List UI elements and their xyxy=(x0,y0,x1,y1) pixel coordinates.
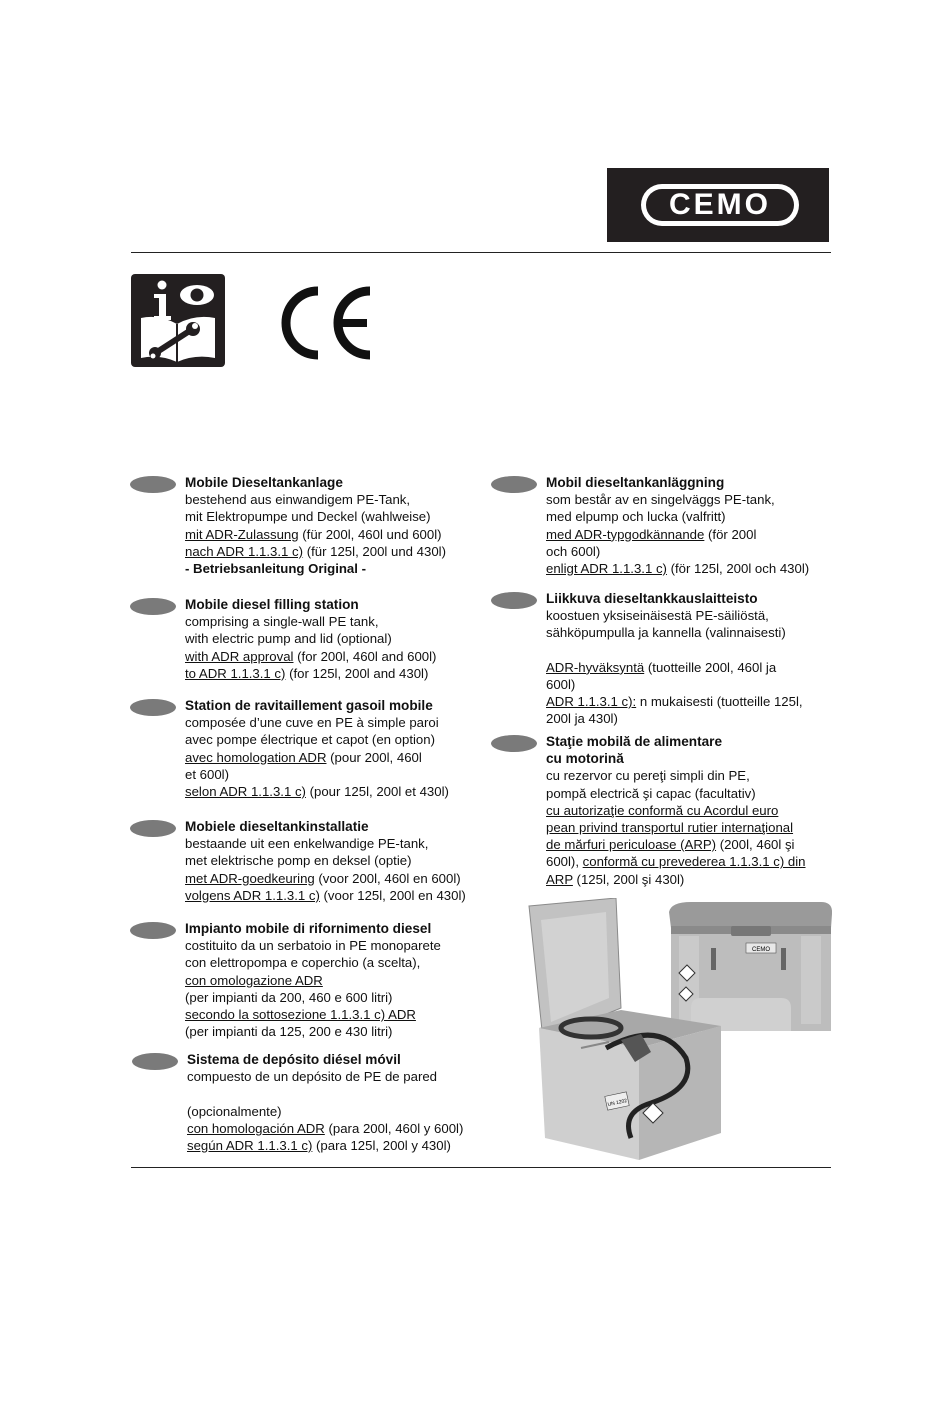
text-line: (opcionalmente) xyxy=(187,1103,282,1119)
underlined-text: ARP xyxy=(546,871,573,887)
bullet-dot xyxy=(130,476,176,493)
info-manual-wrench-icon xyxy=(131,274,225,367)
underlined-text: con omologazione ADR xyxy=(185,972,323,988)
bullet-dot xyxy=(130,598,176,615)
block-romanian xyxy=(546,733,806,888)
underlined-text: con homologación ADR xyxy=(187,1120,325,1136)
top-rule xyxy=(131,252,831,253)
underlined-text: to ADR 1.1.3.1 c) xyxy=(185,665,286,681)
text-line: composée d’une cuve en PE à simple paroi xyxy=(185,715,439,731)
text-line: (125l, 200l şi 430l) xyxy=(572,871,685,887)
text-line: (para 125l, 200l y 430l) xyxy=(312,1138,451,1153)
text-line: (för 125l, 200l och 430l) xyxy=(666,561,810,577)
underlined-text: según ADR 1.1.3.1 c) xyxy=(187,1138,313,1153)
text-line: con elettropompa e coperchio (a scelta), xyxy=(185,955,421,971)
block-italian xyxy=(185,920,441,1040)
text-line: et 600l) xyxy=(185,766,229,782)
text-line: 200l ja 430l) xyxy=(546,711,618,727)
text-line: (per impianti da 200, 460 e 600 litri) xyxy=(185,989,393,1005)
cemo-logo xyxy=(607,168,829,242)
text-line: (för 200l xyxy=(704,526,757,542)
text-line: (for 200l, 460l and 600l) xyxy=(293,648,437,664)
block-swedish xyxy=(546,474,809,577)
text-line: (para 200l, 460l y 600l) xyxy=(324,1120,464,1136)
romanian-title: Staţie mobilă de alimentare xyxy=(546,734,723,749)
product-photo xyxy=(521,898,832,1165)
underlined-text: ADR-hyväksyntä xyxy=(546,659,645,675)
bullet-dot xyxy=(130,922,176,939)
underlined-text: nach ADR 1.1.3.1 c) xyxy=(185,543,304,559)
text-line: (200l, 460l şi xyxy=(716,837,795,853)
romanian-title-line2: cu motorină xyxy=(546,751,624,767)
tank-label: CEMO xyxy=(752,947,770,953)
underlined-text: de mărfuri periculoase (ARP) xyxy=(546,837,717,853)
underlined-text: met ADR-goedkeuring xyxy=(185,870,315,886)
bullet-dot xyxy=(491,592,537,609)
english-title: Mobile diesel filling station xyxy=(185,597,359,612)
bullet-dot xyxy=(132,1053,178,1070)
text-line: med elpump och lucka (valfritt) xyxy=(546,509,726,525)
text-line: och 600l) xyxy=(546,543,601,559)
text-line: (voor 200l, 460l en 600l) xyxy=(314,870,461,886)
text-line: cu rezervor cu pereţi simpli din PE, xyxy=(546,768,750,784)
bullet-dot xyxy=(491,735,537,752)
block-french xyxy=(185,697,449,800)
underlined-text: cu autorizaţie conformă cu Acordul euro xyxy=(546,802,779,818)
text-line: with electric pump and lid (optional) xyxy=(185,631,392,647)
text-line: costituito da un serbatoio in PE monoparete xyxy=(185,938,441,954)
german-title: Mobile Dieseltankanlage xyxy=(185,475,343,490)
text-line: comprising a single-wall PE tank, xyxy=(185,614,379,630)
ce-mark-icon xyxy=(270,285,374,361)
text-line: (for 125l, 200l and 430l) xyxy=(285,665,429,681)
text-line: pompă electrică şi capac (facultativ) xyxy=(546,785,756,801)
logo-text: CEMO xyxy=(646,189,794,221)
text-line: n mukaisesti (tuotteille 125l, xyxy=(636,694,803,710)
text-line: avec pompe électrique et capot (en option) xyxy=(185,732,435,748)
text-line: som består av en singelväggs PE-tank, xyxy=(546,492,775,508)
text-line: bestaande uit een enkelwandige PE-tank, xyxy=(185,836,429,852)
underlined-text: conformă cu prevederea 1.1.3.1 c) din xyxy=(582,854,806,870)
text-line: (für 125l, 200l und 430l) xyxy=(303,543,446,559)
block-dutch xyxy=(185,818,466,904)
swedish-title: Mobil dieseltankanläggning xyxy=(546,475,725,490)
underlined-text: med ADR-typgodkännande xyxy=(546,526,705,542)
block-english xyxy=(185,596,436,682)
text-line: compuesto de un depósito de PE de pared xyxy=(187,1069,438,1085)
spanish-title: Sistema de depósito diésel móvil xyxy=(187,1052,401,1067)
text-line: met elektrische pomp en deksel (optie) xyxy=(185,853,412,869)
text-line: 600l) xyxy=(546,677,576,692)
text-line: (pour 125l, 200l et 430l) xyxy=(305,784,449,800)
text-line: (pour 200l, 460l xyxy=(326,749,422,765)
block-finnish xyxy=(546,590,803,728)
original-manual-note: - Betriebsanleitung Original - xyxy=(185,561,366,577)
text-line: sähköpumpulla ja kannella (valinnaisesti) xyxy=(546,625,786,641)
block-german xyxy=(185,474,446,577)
back-tank xyxy=(669,902,832,1031)
text-line: (für 200l, 460l und 600l) xyxy=(298,526,442,542)
text-line: koostuen yksiseinäisestä PE-säiliöstä, xyxy=(546,608,769,624)
text-line: (per impianti da 125, 200 e 430 litri) xyxy=(185,1024,393,1040)
underlined-text: mit ADR-Zulassung xyxy=(185,526,299,542)
dutch-title: Mobiele dieseltankinstallatie xyxy=(185,819,369,834)
text-line: bestehend aus einwandigem PE-Tank, xyxy=(185,492,411,508)
text-line: (tuotteille 200l, 460l ja xyxy=(644,659,777,675)
text-line: 600l), xyxy=(546,854,583,870)
bullet-dot xyxy=(491,476,537,493)
bullet-dot xyxy=(130,699,176,716)
bullet-dot xyxy=(130,820,176,837)
underlined-text: avec homologation ADR xyxy=(185,749,327,765)
underlined-text: with ADR approval xyxy=(185,648,294,664)
un-label: UN 1202 xyxy=(607,1097,628,1108)
underlined-text: ADR 1.1.3.1 c): xyxy=(546,694,637,710)
logo-pill xyxy=(641,184,799,226)
text-line: mit Elektropumpe und Deckel (wahlweise) xyxy=(185,509,431,525)
underlined-text: secondo la sottosezione 1.1.3.1 c) ADR xyxy=(185,1007,416,1023)
block-spanish xyxy=(187,1051,463,1154)
finnish-title: Liikkuva dieseltankkauslaitteisto xyxy=(546,591,758,606)
bottom-rule xyxy=(131,1167,831,1168)
french-title: Station de ravitaillement gasoil mobile xyxy=(185,698,433,713)
underlined-text: pean privind transportul rutier internaţional xyxy=(546,820,794,836)
italian-title: Impianto mobile di rifornimento diesel xyxy=(185,921,432,936)
text-line: (voor 125l, 200l en 430l) xyxy=(319,887,466,903)
underlined-text: volgens ADR 1.1.3.1 c) xyxy=(185,887,320,903)
underlined-text: enligt ADR 1.1.3.1 c) xyxy=(546,561,667,577)
underlined-text: selon ADR 1.1.3.1 c) xyxy=(185,784,306,800)
